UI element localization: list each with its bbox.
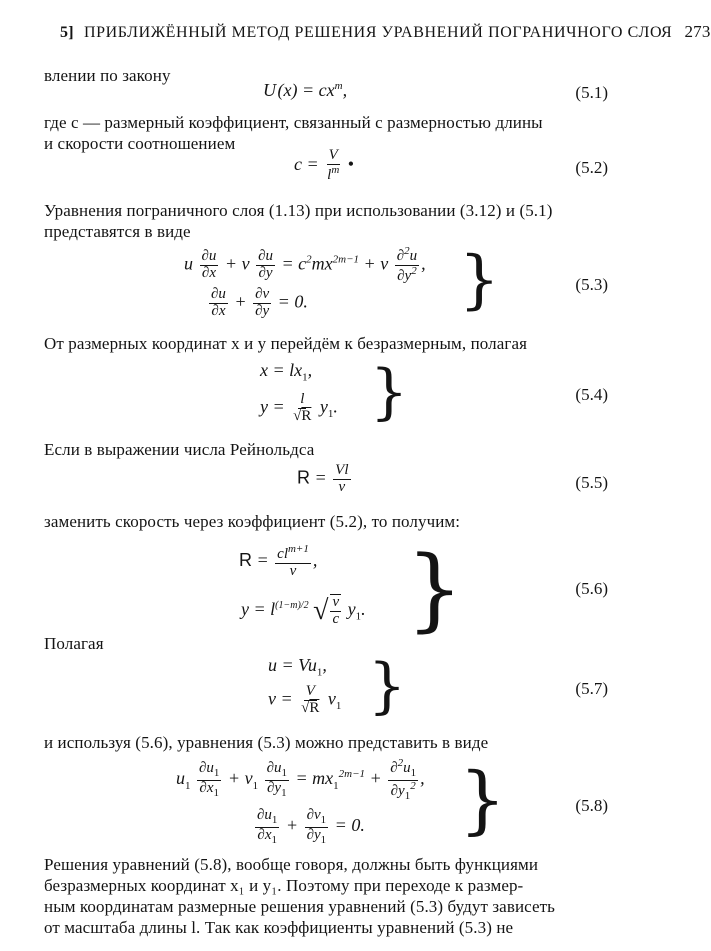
paragraph-text: заменить скорость через коэффициент (5.2), то получим: xyxy=(44,512,461,531)
right-brace: } xyxy=(459,243,500,317)
section-number: 5] xyxy=(60,24,74,41)
equation-5-3-line-2: $\frac{\partial u}{\partial x}$ + $\frac{\partial v}{\partial y}$ = 0. xyxy=(211,286,308,319)
paragraph-text: и используя (5.6), уравнения (5.3) можно представить в виде xyxy=(44,733,489,752)
running-title: ПРИБЛИЖЁННЫЙ МЕТОД РЕШЕНИЯ УРАВНЕНИЙ ПОГРАНИЧНОГО СЛОЯ xyxy=(83,24,673,41)
paragraph-text: Уравнения пограничного слоя (1.13) при использовании (3.12) и (5.1) xyxy=(44,201,553,220)
equation-5-4-line-2: y = $\frac{l}{√R}$ $y_1$. xyxy=(260,391,338,424)
running-header xyxy=(60,22,711,42)
equation-5-7-line-1: $u = Vu_1$, xyxy=(268,655,327,679)
paragraph-text: От размерных координат x и y перейдём к безразмерным, полагая xyxy=(44,334,528,353)
right-brace: } xyxy=(459,757,507,843)
equation-5-6-line-1: R = $\frac{cl^{m+1}}{\nu}$ , xyxy=(239,543,318,579)
right-brace: } xyxy=(370,357,409,427)
equation-5-8-line-2: $\frac{\partial u_1}{\partial x_1}$ + $\frac{\partial v_1}{\partial y_1}$ = 0. xyxy=(257,807,365,846)
equation-5-1: U $(x) = cx^m$, xyxy=(263,80,348,100)
paragraph-text: Полагая xyxy=(44,634,104,653)
paragraph-text: влении по закону xyxy=(44,66,171,85)
equation-5-7-line-2: v = $\frac{V}{√R}$ $v_1$ xyxy=(268,683,342,716)
equation-5-5: R = $\frac{Vl}{\nu}$ xyxy=(297,462,349,495)
equation-number: (5.8) xyxy=(575,796,608,815)
equation-5-2: c = $\frac{V}{l^m}$ • xyxy=(294,147,355,183)
right-brace: } xyxy=(368,651,407,721)
paragraph-fragment: где xyxy=(44,113,67,132)
paragraph-text: от масштаба длины l. Так как коэффициенты уравнений (5.3) не xyxy=(44,918,514,937)
right-brace: } xyxy=(406,537,464,642)
equation-number: (5.6) xyxy=(575,579,608,598)
equation-5-8-line-1: $u_1$ $\frac{\partial u_1}{\partial x_1}$ + $v_1$ $\frac{\partial u_1}{\partial y_1}$ = $mx_1^{2m-1}$ + $\frac{\partial^2u_1}{\partial y_1^2}$ , xyxy=(176,757,425,802)
paragraph-text: представятся в виде xyxy=(44,222,191,241)
equation-5-6-line-2: $y = l^{(1-m)/2}$ √ $\frac{\nu}{c}$ $y_1$. xyxy=(241,594,366,627)
equation-number: (5.2) xyxy=(575,158,608,177)
paragraph-text xyxy=(44,113,543,133)
paragraph-text: Если в выражении числа Рейнольдса xyxy=(44,440,315,459)
paragraph-text: и скорости соотношением xyxy=(44,134,236,153)
paragraph-text: ным координатам размерные решения уравнений (5.3) будут зависеть xyxy=(44,897,556,916)
equation-number: (5.7) xyxy=(575,679,608,698)
equation-number: (5.5) xyxy=(575,473,608,492)
paragraph-text: Решения уравнений (5.8), вообще говоря, должны быть функциями xyxy=(44,855,539,874)
equation-5-3-line-1: u $\frac{\partial u}{\partial x}$ + v $\frac{\partial u}{\partial y}$ = $c^2mx^{2m-1} + \nu$ $\frac{\partial^2u}{\partial y^2}$ , xyxy=(184,245,426,284)
equation-number: (5.3) xyxy=(575,275,608,294)
equation-number: (5.1) xyxy=(575,83,608,102)
equation-number: (5.4) xyxy=(575,385,608,404)
page-number: 273 xyxy=(684,22,711,41)
equation-5-4-line-1: $x = lx_1$, xyxy=(260,360,313,384)
paragraph-fragment: c — размерный коэффициент, связанный с размерностью длины xyxy=(70,113,543,132)
paragraph-text: безразмерных координат x₁ и y₁. Поэтому при переходе к размер- xyxy=(44,876,524,895)
